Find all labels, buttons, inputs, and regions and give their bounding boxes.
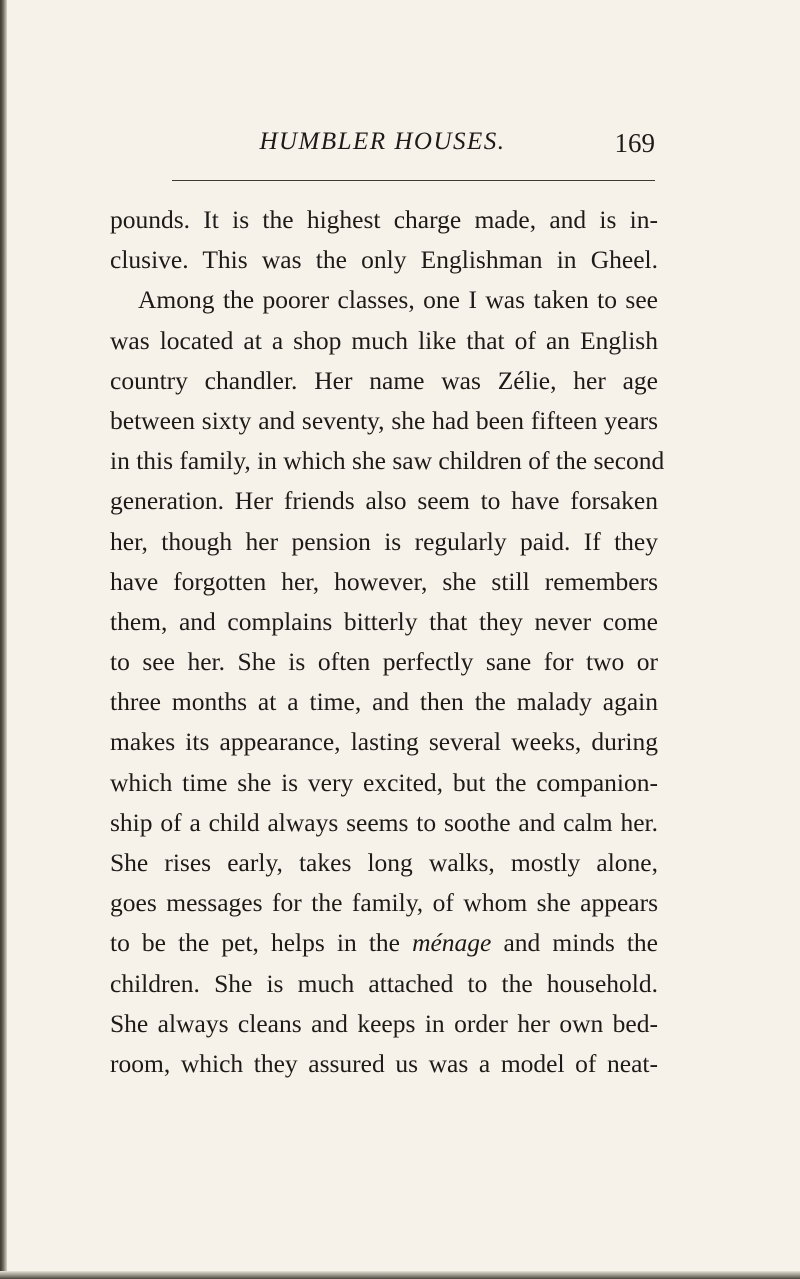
body-text xyxy=(110,200,665,1084)
text-line: clusive. This was the only Englishman in Gheel. xyxy=(110,245,658,275)
text-line: in this family, in which she saw children of the second xyxy=(110,446,665,476)
text-line-with-italic xyxy=(110,923,658,963)
italic-word-menage: ménage xyxy=(412,928,492,958)
text-line: pounds. It is the highest charge made, and is in- xyxy=(110,205,658,234)
text-line: room, which they assured us was a model of neat- xyxy=(110,1048,658,1078)
header-rule xyxy=(172,180,655,181)
text-line: them, and complains bitterly that they never come xyxy=(110,606,658,636)
running-head xyxy=(110,128,655,164)
text-line: goes messages for the family, of whom she appears xyxy=(110,888,658,918)
text-line: She rises early, takes long walks, mostly alone, xyxy=(110,848,658,877)
page-left-edge xyxy=(0,0,7,1279)
paragraph-first-line: Among the poorer classes, one I was taken to see xyxy=(138,285,658,315)
text-line: have forgotten her, however, she still remembers xyxy=(110,566,658,596)
text-segment: and minds the xyxy=(491,928,658,958)
text-line: She always cleans and keeps in order her own bed- xyxy=(110,1008,658,1038)
text-line: ship of a child always seems to soothe and calm her. xyxy=(110,807,658,837)
text-line: between sixty and seventy, she had been fifteen years xyxy=(110,405,658,435)
page-number: 169 xyxy=(614,128,655,158)
text-line: generation. Her friends also seem to have forsaken xyxy=(110,486,658,516)
text-line: three months at a time, and then the malady again xyxy=(110,687,658,717)
text-line: children. She is much attached to the household. xyxy=(110,968,658,998)
text-segment: to be the pet, helps in the xyxy=(110,928,413,958)
text-line: her, though her pension is regularly paid. If they xyxy=(110,526,658,556)
running-title: HUMBLER HOUSES. xyxy=(259,128,506,155)
page-bottom-edge xyxy=(0,1271,800,1279)
text-line: was located at a shop much like that of an English xyxy=(110,325,658,355)
text-line: makes its appearance, lasting several weeks, during xyxy=(110,727,658,757)
text-line: country chandler. Her name was Zélie, her age xyxy=(110,365,658,395)
text-line: which time she is very excited, but the companion- xyxy=(110,767,658,797)
text-line: to see her. She is often perfectly sane for two or xyxy=(110,647,658,677)
